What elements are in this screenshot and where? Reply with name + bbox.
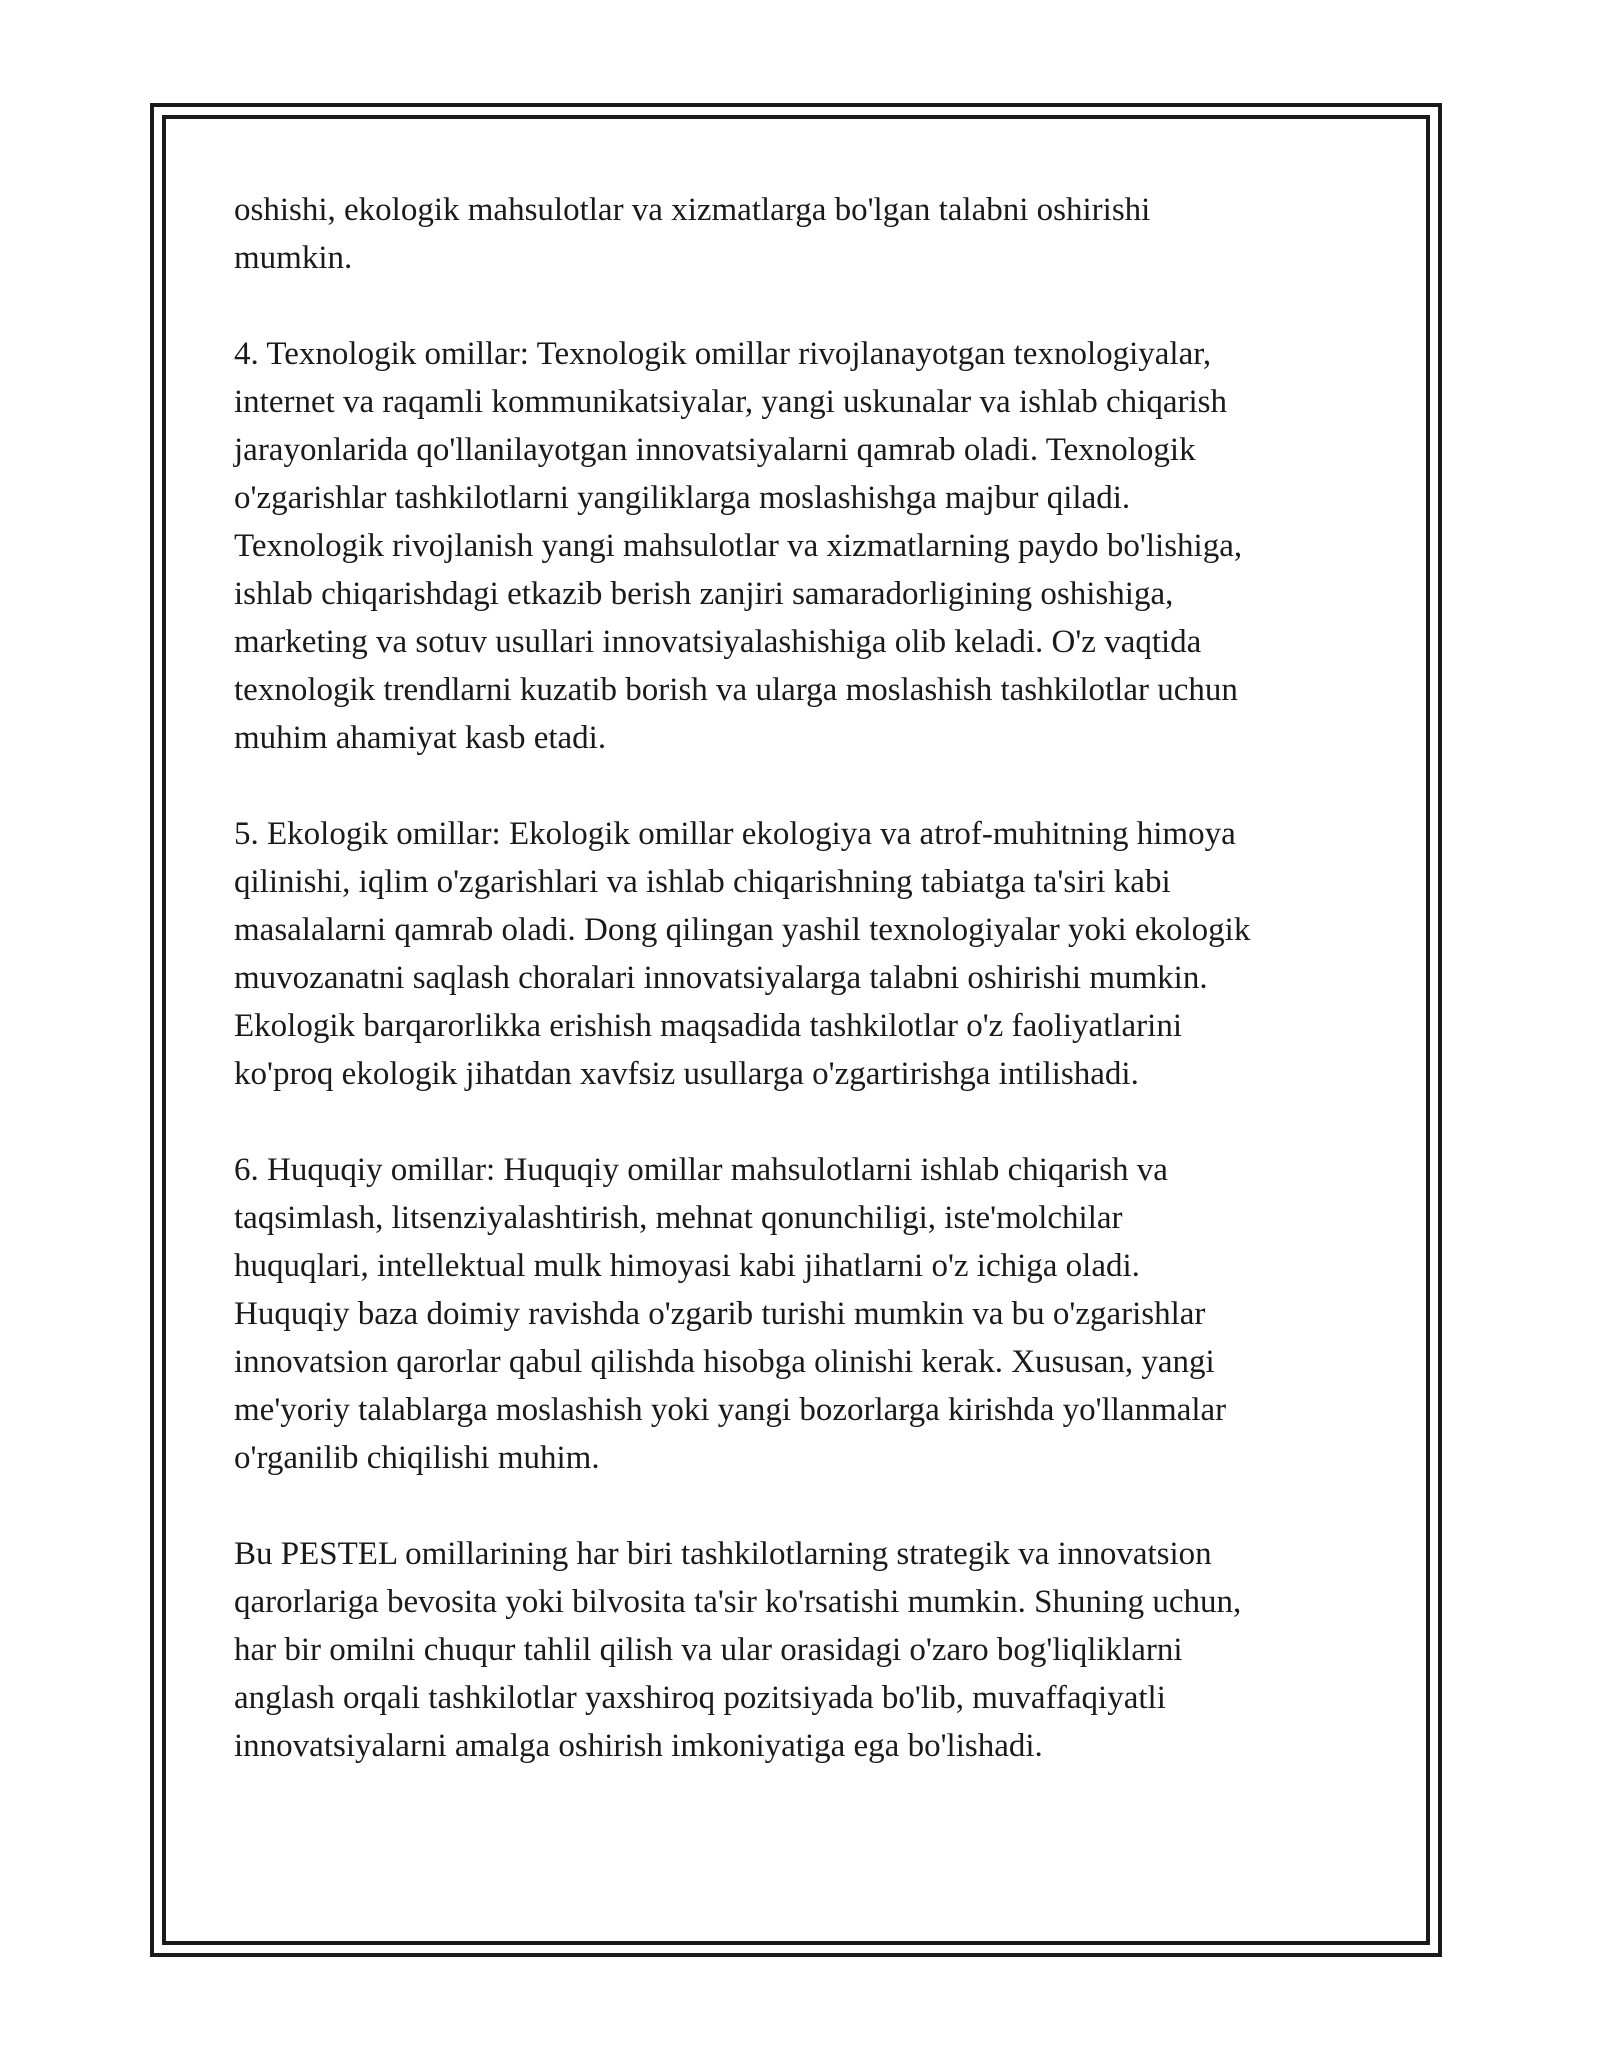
paragraph-legal-factors: 6. Huquqiy omillar: Huquqiy omillar mahsulotlarni ishlab chiqarish va taqsimlash, litsenziyalashtirish, mehnat qonunchiligi, iste'molchilar huquqlari, intellektual mulk himoyasi kabi jihatlarni o'z ichiga oladi. Huquqiy baza doimiy ravishda o'zgarib turishi mumkin va bu o'zgarishlar innovatsion qarorlar qabul qilishda hisobga olinishi kerak. Xususan, yangi me'yoriy talablarga moslashish yoki yangi bozorlarga kirishda yo'llanmalar o'rganilib chiqilishi muhim.	[234, 1152, 1227, 1476]
paragraph-ecological-factors: 5. Ekologik omillar: Ekologik omillar ekologiya va atrof-muhitning himoya qilinishi, iqlim o'zgarishlari va ishlab chiqarishning tabiatga ta'siri kabi masalalarni qamrab oladi. Dong qilingan yashil texnologiyalar yoki ekologik muvozanatni saqlash choralari innovatsiyalarga talabni oshirishi mumkin. Ekologik barqarorlikka erishish maqsadida tashkilotlar o'z faoliyatlarini ko'proq ekologik jihatdan xavfsiz usullarga o'zgartirishga intilishadi.	[234, 816, 1251, 1092]
document-body	[234, 186, 1374, 1818]
paragraph-technological-factors: 4. Texnologik omillar: Texnologik omillar rivojlanayotgan texnologiyalar, internet va raqamli kommunikatsiyalar, yangi uskunalar va ishlab chiqarish jarayonlarida qo'llanilayotgan innovatsiyalarni qamrab oladi. Texnologik o'zgarishlar tashkilotlarni yangiliklarga moslashishga majbur qiladi. Texnologik rivojlanish yangi mahsulotlar va xizmatlarning paydo bo'lishiga, ishlab chiqarishdagi etkazib berish zanjiri samaradorligining oshishiga, marketing va sotuv usullari innovatsiyalashishiga olib keladi. O'z vaqtida texnologik trendlarni kuzatib borish va ularga moslashish tashkilotlar uchun muhim ahamiyat kasb etadi.	[234, 336, 1243, 756]
paragraph-continuation: oshishi, ekologik mahsulotlar va xizmatlarga bo'lgan talabni oshirishi mumkin.	[234, 192, 1151, 276]
paragraph-pestel-conclusion: Bu PESTEL omillarining har biri tashkilotlarning strategik va innovatsion qarorlariga bevosita yoki bilvosita ta'sir ko'rsatishi mumkin. Shuning uchun, har bir omilni chuqur tahlil qilish va ular orasidagi o'zaro bog'liqliklarni anglash orqali tashkilotlar yaxshiroq pozitsiyada bo'lib, muvaffaqiyatli innovatsiyalarni amalga oshirish imkoniyatiga ega bo'lishadi.	[234, 1536, 1242, 1764]
